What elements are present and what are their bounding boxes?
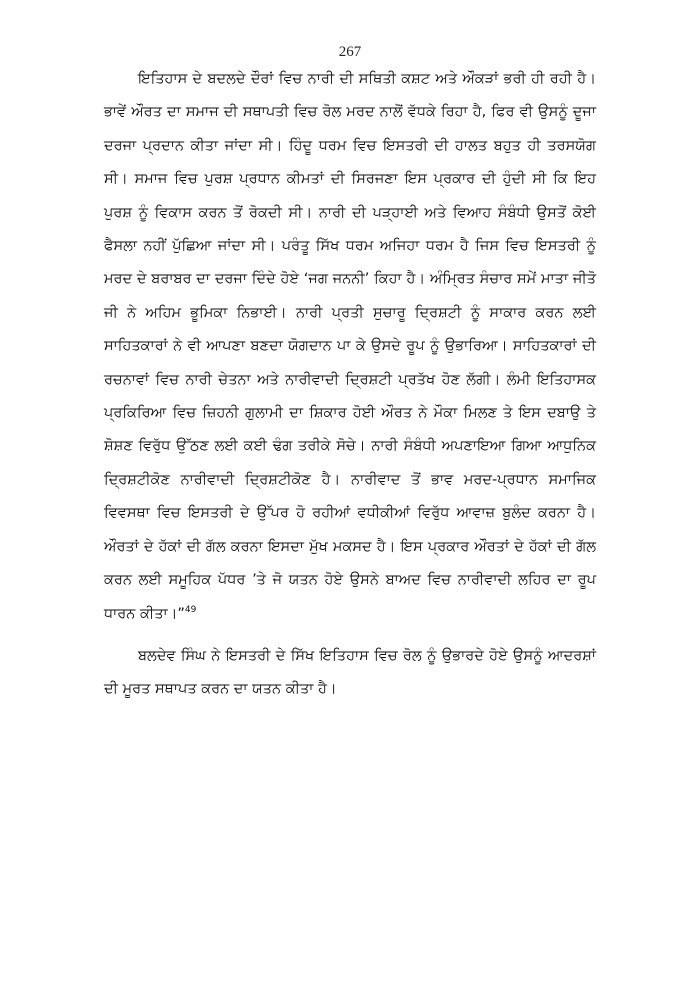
- paragraph-2-text: ਬਲਦੇਵ ਸਿੰਘ ਨੇ ਇਸਤਰੀ ਦੇ ਸਿੱਖ ਇਤਿਹਾਸ ਵਿਚ ਰੋਲ ਨੂੰ ਉਭਾਰਦੇ ਹੋਏ ਉਸਨੂੰ ਆਦਰਸ਼ਾਂ ਦੀ ਮੂਰਤ ਸਥਾਪਤ ਕਰਨ ਦਾ ਯਤਨ ਕੀਤਾ ਹੈ।: [104, 647, 596, 698]
- paragraph-1-text: ਇਤਿਹਾਸ ਦੇ ਬਦਲਦੇ ਦੌਰਾਂ ਵਿਚ ਨਾਰੀ ਦੀ ਸਥਿਤੀ ਕਸ਼ਟ ਅਤੇ ਔਕੜਾਂ ਭਰੀ ਹੀ ਰਹੀ ਹੈ। ਭਾਵੇਂ ਔਰਤ ਦਾ ਸਮਾਜ ਦੀ ਸਥਾਪਤੀ ਵਿਚ ਰੋਲ ਮਰਦ ਨਾਲੋਂ ਵੱਧਕੇ ਰਿਹਾ ਹੈ, ਫਿਰ ਵੀ ਉਸਨੂੰ ਦੂਜਾ ਦਰਜਾ ਪ੍ਰਦਾਨ ਕੀਤਾ ਜਾਂਦਾ ਸੀ। ਹਿੰਦੂ ਧਰਮ ਵਿਚ ਇਸਤਰੀ ਦੀ ਹਾਲਤ ਬਹੁਤ ਹੀ ਤਰਸਯੋਗ ਸੀ। ਸਮਾਜ ਵਿਚ ਪੁਰਸ਼ ਪ੍ਰਧਾਨ ਕੀਮਤਾਂ ਦੀ ਸਿਰਜਣਾ ਇਸ ਪ੍ਰਕਾਰ ਦੀ ਹੁੰਦੀ ਸੀ ਕਿ ਇਹ ਪੁਰਸ਼ ਨੂੰ ਵਿਕਾਸ ਕਰਨ ਤੋਂ ਰੋਕਦੀ ਸੀ। ਨਾਰੀ ਦੀ ਪੜ੍ਹਾਈ ਅਤੇ ਵਿਆਹ ਸੰਬੰਧੀ ਉਸਤੋਂ ਕੋਈ ਫੈਸਲਾ ਨਹੀਂ ਪੁੱਛਿਆ ਜਾਂਦਾ ਸੀ। ਪਰੰਤੂ ਸਿੱਖ ਧਰਮ ਅਜਿਹਾ ਧਰਮ ਹੈ ਜਿਸ ਵਿਚ ਇਸਤਰੀ ਨੂੰ ਮਰਦ ਦੇ ਬਰਾਬਰ ਦਾ ਦਰਜਾ ਦਿੰਦੇ ਹੋਏ ‘ਜਗ ਜਨਨੀ’ ਕਿਹਾ ਹੈ। ਅੰਮ੍ਰਿਤ ਸੰਚਾਰ ਸਮੇਂ ਮਾਤਾ ਜੀਤੋ ਜੀ ਨੇ ਅਹਿਮ ਭੂਮਿਕਾ ਨਿਭਾਈ। ਨਾਰੀ ਪ੍ਰਤੀ ਸੁਚਾਰੂ ਦ੍ਰਿਸ਼ਟੀ ਨੂੰ ਸਾਕਾਰ ਕਰਨ ਲਈ ਸਾਹਿਤਕਾਰਾਂ ਨੇ ਵੀ ਆਪਣਾ ਬਣਦਾ ਯੋਗਦਾਨ ਪਾ ਕੇ ਉਸਦੇ ਰੂਪ ਨੂੰ ਉਭਾਰਿਆ। ਸਾਹਿਤਕਾਰਾਂ ਦੀ ਰਚਨਾਵਾਂ ਵਿਚ ਨਾਰੀ ਚੇਤਨਾ ਅਤੇ ਨਾਰੀਵਾਦੀ ਦ੍ਰਿਸ਼ਟੀ ਪ੍ਰਤੱਖ ਹੋਣ ਲੱਗੀ। ਲੰਮੀ ਇਤਿਹਾਸਕ ਪ੍ਰਕਿਰਿਆ ਵਿਚ ਜ਼ਿਹਨੀ ਗੁਲਾਮੀ ਦਾ ਸ਼ਿਕਾਰ ਹੋਈ ਔਰਤ ਨੇ ਮੌਕਾ ਮਿਲਣ ਤੇ ਇਸ ਦਬਾਉ ਤੇ ਸ਼ੋਸ਼ਣ ਵਿਰੁੱਧ ਉੱਠਣ ਲਈ ਕਈ ਢੰਗ ਤਰੀਕੇ ਸੋਚੇ। ਨਾਰੀ ਸੰਬੰਧੀ ਅਪਣਾਇਆ ਗਿਆ ਆਧੁਨਿਕ ਦ੍ਰਿਸ਼ਟੀਕੋਣ ਨਾਰੀਵਾਦੀ ਦ੍ਰਿਸ਼ਟੀਕੋਣ ਹੈ। ਨਾਰੀਵਾਦ ਤੋਂ ਭਾਵ ਮਰਦ-ਪ੍ਰਧਾਨ ਸਮਾਜਿਕ ਵਿਵਸਥਾ ਵਿਚ ਇਸਤਰੀ ਦੇ ਉੱਪਰ ਹੋ ਰਹੀਆਂ ਵਧੀਕੀਆਂ ਵਿਰੁੱਧ ਆਵਾਜ਼ ਬੁਲੰਦ ਕਰਨਾ ਹੈ। ਔਰਤਾਂ ਦੇ ਹੱਕਾਂ ਦੀ ਗੱਲ ਕਰਨਾ ਇਸਦਾ ਮੁੱਖ ਮਕਸਦ ਹੈ। ਇਸ ਪ੍ਰਕਾਰ ਔਰਤਾਂ ਦੇ ਹੱਕਾਂ ਦੀ ਗੱਲ ਕਰਨ ਲਈ ਸਮੂਹਿਕ ਪੱਧਰ ’ਤੇ ਜੋ ਯਤਨ ਹੋਏ ਉਸਨੇ ਬਾਅਦ ਵਿਚ ਨਾਰੀਵਾਦੀ ਲਹਿਰ ਦਾ ਰੂਪ ਧਾਰਨ ਕੀਤਾ।”: [104, 71, 596, 622]
- page-number: 267: [338, 44, 362, 60]
- paragraph-2: [104, 640, 596, 707]
- footnote-marker: 49: [184, 604, 197, 615]
- body-text: [104, 63, 596, 707]
- paragraph-1: [104, 63, 596, 631]
